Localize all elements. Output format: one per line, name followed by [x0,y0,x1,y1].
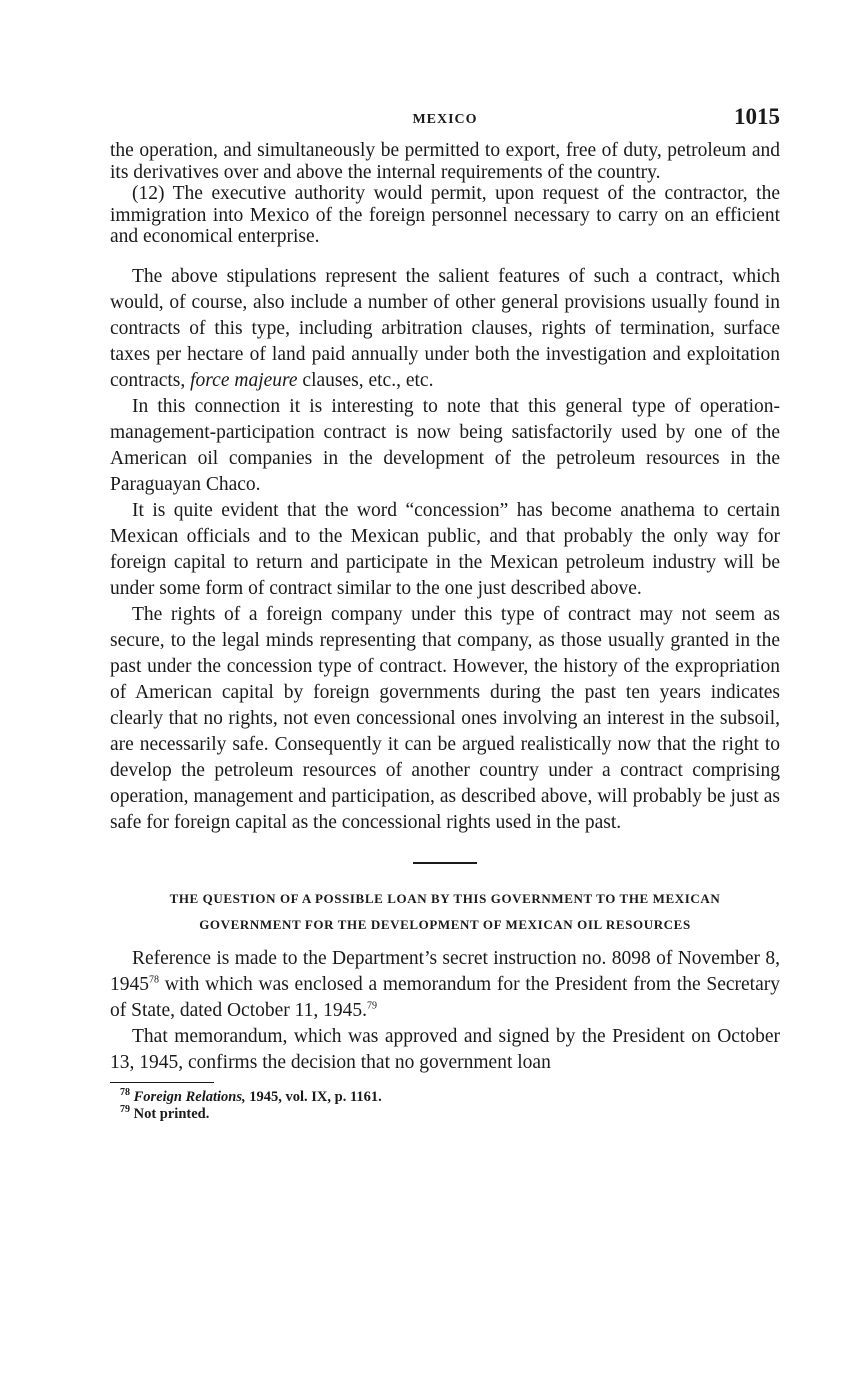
section-heading-line: THE QUESTION OF A POSSIBLE LOAN BY THIS GOVERNMENT TO THE MEXICAN [169,890,721,906]
footnote-rule [110,1082,214,1083]
footnote-title: Foreign Relations, [133,1088,246,1105]
footnote-mark: 79 [120,1103,130,1115]
continued-list-block [110,140,780,248]
section-heading [110,886,780,938]
body-text [110,264,780,836]
footnote-ref[interactable]: 78 [149,974,159,985]
footnote-mark: 78 [120,1086,130,1098]
paragraph-text: Reference is made to the Department’s secret instruction no. 8098 of November 8, 1945 [110,947,780,995]
paragraph-concession: It is quite evident that the word “concession” has become anathema to certain Mexican officials and to the Mexican public, and that probably the only way for foreign capital to return and participate in the Mexican petroleum industry will be under some form of contract similar to the one just described above. [110,499,780,599]
paragraph-item-12: (12) The executive authority would permit, upon request of the contractor, the immigration into Mexico of the foreign personnel necessary to carry on an efficient and economical enterprise. [110,183,780,247]
footnote-ref[interactable]: 79 [367,1000,378,1011]
italic-phrase: force majeure [190,369,298,391]
section-divider [413,862,477,864]
running-head [110,100,780,140]
paragraph-connection: In this connection it is interesting to note that this general type of operation-management-participation contract is now being satisfactorily used by one of the American oil companies in the development of the petroleum resources in the Paraguayan Chaco. [110,395,780,495]
page-number: 1015 [734,104,780,129]
running-head-title: MEXICO [412,112,478,127]
footnote [110,1103,780,1123]
paragraph-stipulations [110,264,780,394]
paragraph-text: The above stipulations represent the salient features of such a contract, which would, of course, also include a number of other general provisions usually found in contracts of this type, including arbitration clauses, rights of termination, surface taxes per hectare of land paid annually under both the investigation and exploitation contracts, [110,265,780,391]
paragraph-rights: The rights of a foreign company under this type of contract may not seem as secure, to the legal minds representing that company, as those usually granted in the past under the concession type of contract. However, the history of the expropriation of American capital by foreign governments during the past ten years indicates clearly that no rights, not even concessional ones involving an interest in the subsoil, are necessarily safe. Consequently it can be argued realistically now that the right to develop the petroleum resources of another country under a contract comprising operation, management and participation, as described above, will probably be just as safe for foreign capital as the concessional rights used in the past. [110,603,780,833]
paragraph-memorandum: That memorandum, which was approved and signed by the President on October 13, 1945, confirms the decision that no government loan [110,1025,780,1073]
paragraph-text: clauses, etc., etc. [297,369,434,391]
footnote [110,1086,780,1106]
section-body [110,946,780,1076]
section-heading-line: GOVERNMENT FOR THE DEVELOPMENT OF MEXICAN OIL RESOURCES [199,916,691,932]
footnote-text: 1945, vol. IX, p. 1161. [245,1088,382,1105]
paragraph-text: with which was enclosed a memorandum for the President from the Secretary of State, dated October 11, 1945. [110,973,780,1021]
footnote-text: Not printed. [133,1105,210,1122]
document-page [110,100,780,1123]
footnotes [110,1086,780,1123]
paragraph-reference [110,946,780,1024]
paragraph-continued: the operation, and simultaneously be permitted to export, free of duty, petroleum and its derivatives over and above the internal requirements of the country. [110,140,780,183]
